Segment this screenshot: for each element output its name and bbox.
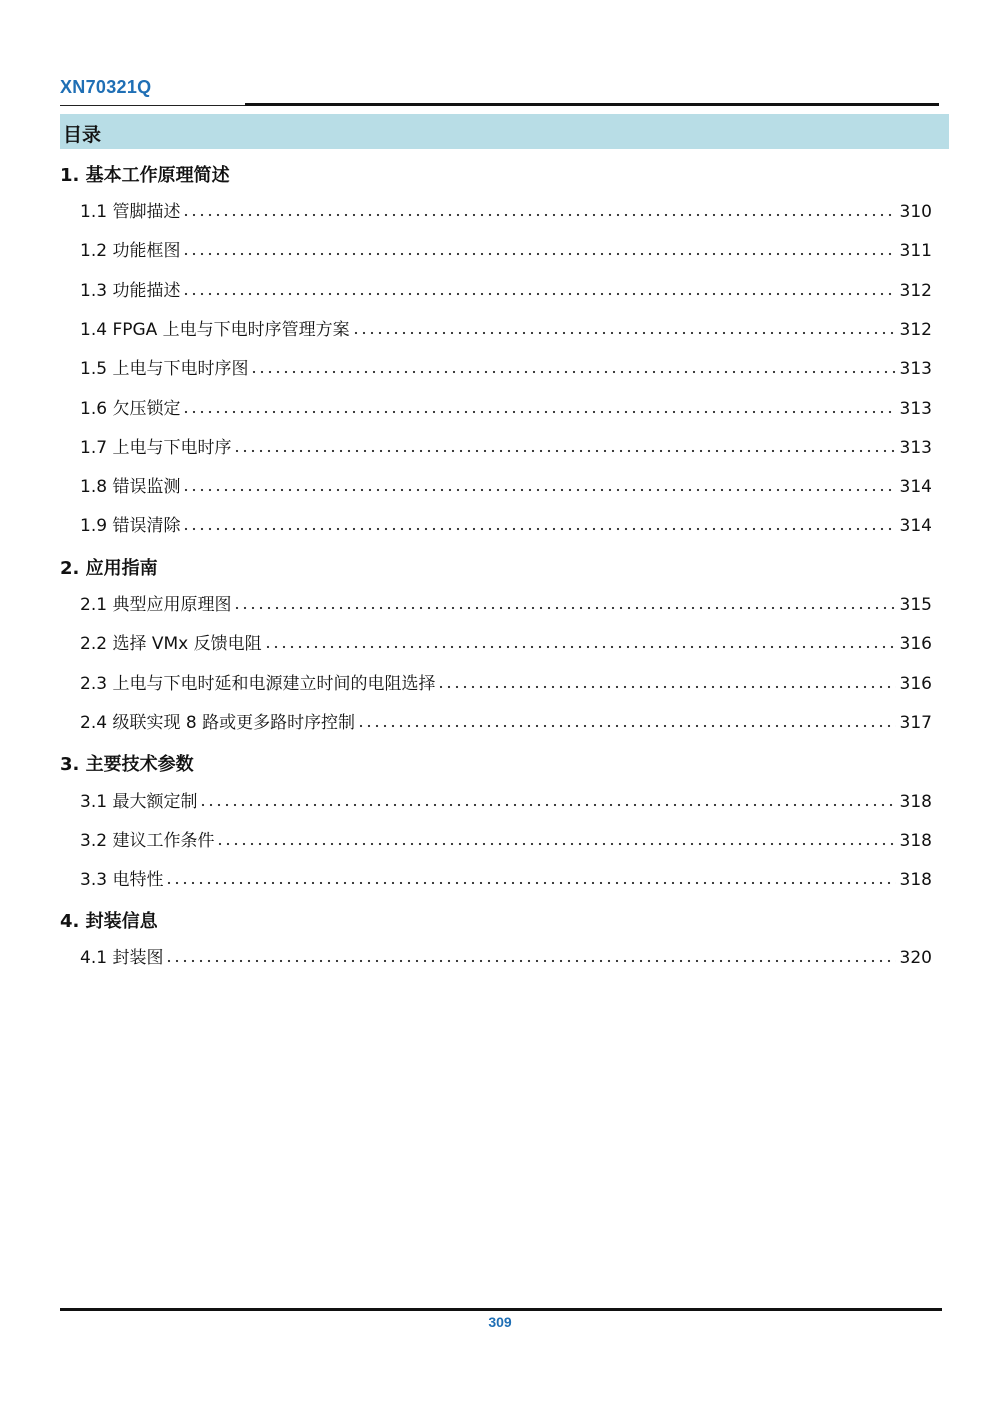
toc-entry[interactable]	[80, 708, 932, 734]
toc-entry-label: 1.2 功能框图	[80, 241, 181, 261]
toc-entry[interactable]	[80, 943, 932, 969]
toc-entry-label: 2.4 级联实现 8 路或更多路时序控制	[80, 713, 356, 733]
toc-entry-label: 1.8 错误监测	[80, 477, 181, 497]
toc-entry-page: 313	[899, 438, 932, 458]
toc-entry-label: 1.4 FPGA 上电与下电时序管理方案	[80, 320, 350, 340]
toc-entry-page: 317	[899, 713, 932, 733]
dot-leader	[264, 644, 896, 650]
toc-entry[interactable]	[80, 590, 932, 616]
toc-entry[interactable]	[80, 511, 932, 537]
toc-entry[interactable]	[80, 197, 932, 223]
section-title: 2. 应用指南	[60, 558, 158, 579]
toc-entry[interactable]	[80, 236, 932, 262]
toc-entry-page: 318	[899, 870, 932, 890]
section-title: 4. 封装信息	[60, 911, 158, 932]
toc-entry-page: 312	[899, 320, 932, 340]
dot-leader	[182, 409, 895, 415]
toc-entry-label: 3.1 最大额定制	[80, 792, 198, 812]
dot-leader	[182, 212, 895, 218]
toc-entry-page: 314	[899, 516, 932, 536]
toc-entry-page: 310	[899, 202, 932, 222]
toc-entry-label: 1.6 欠压锁定	[80, 399, 181, 419]
dot-leader	[199, 802, 895, 808]
toc-entry[interactable]	[80, 276, 932, 302]
dot-leader	[357, 723, 895, 729]
toc-title: 目录	[63, 124, 102, 146]
document-code: XN70321Q	[60, 77, 152, 97]
dot-leader	[182, 251, 895, 257]
toc-entry-page: 316	[899, 634, 932, 654]
dot-leader	[182, 526, 895, 532]
dot-leader	[233, 448, 895, 454]
toc-entry-label: 3.2 建议工作条件	[80, 831, 215, 851]
toc-entry-page: 313	[899, 399, 932, 419]
toc-entry-page: 318	[899, 831, 932, 851]
toc-entry-page: 313	[899, 359, 932, 379]
toc-entry[interactable]	[80, 394, 932, 420]
dot-leader	[165, 880, 895, 886]
dot-leader	[182, 291, 895, 297]
toc-entry-page: 314	[899, 477, 932, 497]
toc-entry[interactable]	[80, 669, 932, 695]
footer-rule	[60, 1308, 942, 1311]
dot-leader	[165, 958, 895, 964]
section-title: 1. 基本工作原理简述	[60, 165, 230, 186]
toc-entry[interactable]	[80, 629, 932, 655]
dot-leader	[250, 369, 895, 375]
header-rule-thick	[245, 103, 939, 106]
toc-banner	[60, 114, 949, 149]
section-title: 3. 主要技术参数	[60, 754, 194, 775]
toc-entry-page: 316	[899, 674, 932, 694]
toc-entry-label: 3.3 电特性	[80, 870, 164, 890]
toc-entry-label: 4.1 封装图	[80, 948, 164, 968]
toc-entry[interactable]	[80, 787, 932, 813]
toc-entry-page: 320	[899, 948, 932, 968]
toc-entry-page: 318	[899, 792, 932, 812]
toc-entry-label: 1.5 上电与下电时序图	[80, 359, 249, 379]
toc-entry[interactable]	[80, 472, 932, 498]
dot-leader	[182, 487, 895, 493]
header-rule-thin	[60, 105, 245, 106]
toc-entry-page: 311	[899, 241, 932, 261]
toc-entry[interactable]	[80, 433, 932, 459]
page-number: 309	[488, 1314, 512, 1330]
toc-entry-label: 1.3 功能描述	[80, 281, 181, 301]
toc-entry-label: 2.2 选择 VMx 反馈电阻	[80, 634, 262, 654]
toc-entry-label: 1.1 管脚描述	[80, 202, 181, 222]
dot-leader	[352, 330, 896, 336]
toc-entry-label: 2.3 上电与下电时延和电源建立时间的电阻选择	[80, 674, 436, 694]
toc-entry-label: 1.9 错误清除	[80, 516, 181, 536]
dot-leader	[233, 605, 895, 611]
dot-leader	[437, 684, 895, 690]
toc-entry[interactable]	[80, 315, 932, 341]
toc-entry[interactable]	[80, 354, 932, 380]
toc-entry-page: 312	[899, 281, 932, 301]
toc-entry-label: 2.1 典型应用原理图	[80, 595, 232, 615]
toc-entry[interactable]	[80, 865, 932, 891]
toc-entry[interactable]	[80, 826, 932, 852]
toc-entry-page: 315	[899, 595, 932, 615]
dot-leader	[216, 841, 895, 847]
toc-entry-label: 1.7 上电与下电时序	[80, 438, 232, 458]
